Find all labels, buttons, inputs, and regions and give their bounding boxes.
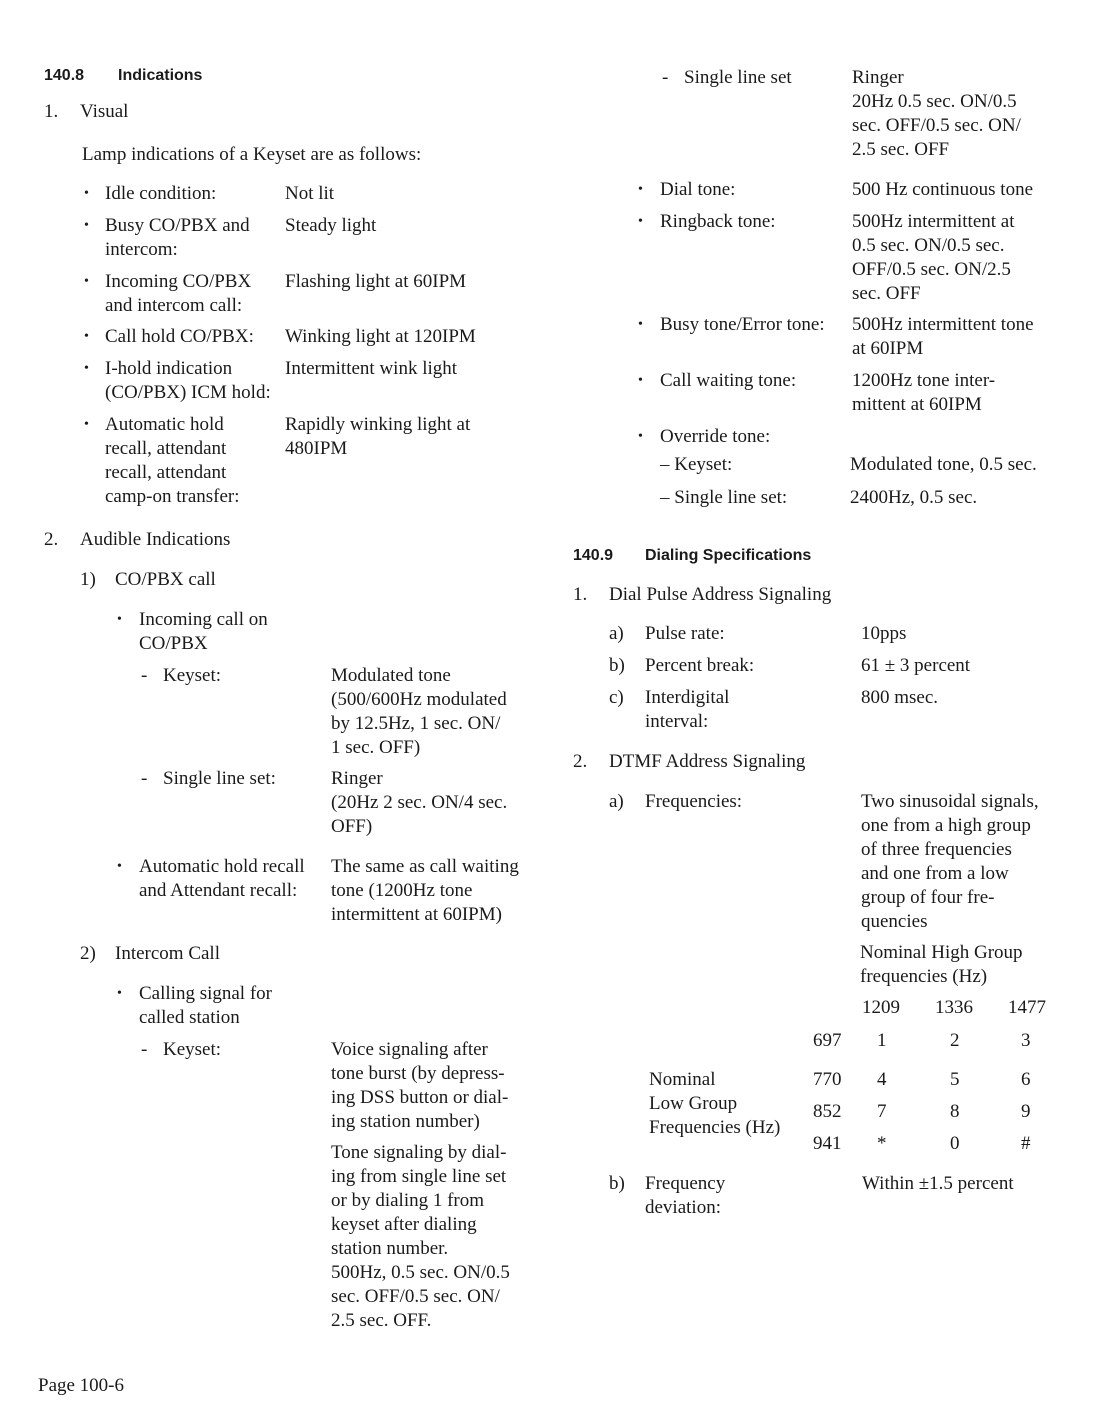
single-line-set-value: OFF): [331, 816, 373, 837]
auto-hold-label: and Attendant recall:: [139, 880, 298, 901]
section-number-140-8: 140.8: [44, 67, 85, 84]
icm-tone-value: 2.5 sec. OFF.: [331, 1310, 432, 1331]
frequencies-label: Frequencies:: [645, 791, 743, 812]
incoming-call-label: CO/PBX: [139, 633, 208, 654]
keyset-value: Modulated tone: [331, 665, 451, 686]
sls-ring-value: 2.5 sec. OFF: [852, 139, 950, 160]
lamp-value: Winking light at 120IPM: [285, 326, 476, 347]
icm-tone-value: keyset after dialing: [331, 1214, 477, 1235]
section-number-140-9: 140.9: [573, 547, 614, 564]
bullet: •: [84, 218, 89, 233]
bullet: •: [117, 986, 122, 1001]
icm-keyset-value: ing DSS button or dial-: [331, 1087, 509, 1108]
frequencies-value: one from a high group: [861, 815, 1031, 836]
lamp-label: intercom:: [105, 239, 178, 260]
ringback-tone-value: sec. OFF: [852, 283, 921, 304]
call-waiting-tone-label: Call waiting tone:: [660, 370, 797, 391]
high-group-title: frequencies (Hz): [860, 966, 988, 987]
bullet: •: [638, 182, 643, 197]
section-title-dialing: Dialing Specifications: [645, 547, 812, 564]
bullet: •: [84, 274, 89, 289]
dial-pulse-number: 1.: [573, 584, 588, 605]
low-group-title: Low Group: [649, 1093, 738, 1114]
bullet: •: [638, 214, 643, 229]
audible-title: Audible Indications: [80, 529, 231, 550]
visual-intro: Lamp indications of a Keyset are as follows:: [82, 144, 422, 165]
interdigital-label: Interdigital: [645, 687, 730, 708]
interdigital-value: 800 msec.: [861, 687, 939, 708]
icm-tone-value: sec. OFF/0.5 sec. ON/: [331, 1286, 500, 1307]
override-keyset-label: – Keyset:: [660, 454, 733, 475]
lamp-label: Idle condition:: [105, 183, 217, 204]
high-freq: 1209: [862, 997, 900, 1018]
dtmf-key: 9: [1021, 1101, 1031, 1122]
bullet: •: [117, 612, 122, 627]
override-tone-label: Override tone:: [660, 426, 771, 447]
dtmf-key: 8: [950, 1101, 960, 1122]
deviation-value: Within ±1.5 percent: [862, 1173, 1014, 1194]
intercom-number: 2): [80, 943, 96, 964]
icm-keyset-value: Voice signaling after: [331, 1039, 488, 1060]
sls-ring-value: 20Hz 0.5 sec. ON/0.5: [852, 91, 1017, 112]
busy-tone-value: 500Hz intermittent tone: [852, 314, 1034, 335]
override-sls-label: – Single line set:: [660, 487, 788, 508]
sls-ring-value: Ringer: [852, 67, 904, 88]
ringback-tone-label: Ringback tone:: [660, 211, 776, 232]
frequencies-value: and one from a low: [861, 863, 1009, 884]
co-pbx-title: CO/PBX call: [115, 569, 216, 590]
dtmf-key: 2: [950, 1030, 960, 1051]
page-number: Page 100-6: [38, 1375, 125, 1396]
single-line-set-value: (20Hz 2 sec. ON/4 sec.: [331, 792, 508, 813]
dtmf-key: 6: [1021, 1069, 1031, 1090]
icm-tone-value: or by dialing 1 from: [331, 1190, 485, 1211]
lamp-label: Call hold CO/PBX:: [105, 326, 254, 347]
deviation-label: Frequency: [645, 1173, 726, 1194]
lamp-value: Intermittent wink light: [285, 358, 458, 379]
high-group-title: Nominal High Group: [860, 942, 1023, 963]
item-key: b): [609, 1173, 625, 1194]
keyset-value: 1 sec. OFF): [331, 737, 421, 758]
audible-number: 2.: [44, 529, 59, 550]
icm-keyset-label: Keyset:: [163, 1039, 222, 1060]
low-freq: 770: [813, 1069, 842, 1090]
icm-tone-value: 500Hz, 0.5 sec. ON/0.5: [331, 1262, 510, 1283]
lamp-value: Not lit: [285, 183, 335, 204]
item-key: a): [609, 623, 624, 644]
bullet: •: [84, 329, 89, 344]
icm-tone-value: ing from single line set: [331, 1166, 507, 1187]
dtmf-key: 7: [877, 1101, 887, 1122]
call-waiting-tone-value: mittent at 60IPM: [852, 394, 982, 415]
visual-title: Visual: [80, 101, 129, 122]
co-pbx-number: 1): [80, 569, 96, 590]
item-key: a): [609, 791, 624, 812]
lamp-label: recall, attendant: [105, 462, 227, 483]
sls-ring-label: Single line set: [684, 67, 792, 88]
low-freq: 941: [813, 1133, 842, 1154]
auto-hold-value: tone (1200Hz tone: [331, 880, 473, 901]
ringback-tone-value: 500Hz intermittent at: [852, 211, 1015, 232]
lamp-label: and intercom call:: [105, 295, 243, 316]
busy-tone-label: Busy tone/Error tone:: [660, 314, 825, 335]
lamp-label: Automatic hold: [105, 414, 224, 435]
pulse-rate-value: 10pps: [861, 623, 907, 644]
dtmf-key: #: [1021, 1133, 1031, 1154]
dash: -: [141, 1039, 148, 1060]
frequencies-value: Two sinusoidal signals,: [861, 791, 1039, 812]
frequencies-value: group of four fre-: [861, 887, 995, 908]
busy-tone-value: at 60IPM: [852, 338, 924, 359]
dtmf-key: 0: [950, 1133, 960, 1154]
calling-signal-label: Calling signal for: [139, 983, 272, 1004]
low-freq: 852: [813, 1101, 842, 1122]
percent-break-value: 61 ± 3 percent: [861, 655, 971, 676]
dash: -: [141, 665, 148, 686]
calling-signal-label: called station: [139, 1007, 240, 1028]
lamp-label: recall, attendant: [105, 438, 227, 459]
frequencies-value: quencies: [861, 911, 928, 932]
override-keyset-value: Modulated tone, 0.5 sec.: [850, 454, 1037, 475]
visual-number: 1.: [44, 101, 59, 122]
intercom-title: Intercom Call: [115, 943, 220, 964]
item-key: c): [609, 687, 624, 708]
sls-ring-value: sec. OFF/0.5 sec. ON/: [852, 115, 1021, 136]
bullet: •: [638, 317, 643, 332]
low-freq: 697: [813, 1030, 842, 1051]
pulse-rate-label: Pulse rate:: [645, 623, 725, 644]
high-freq: 1336: [935, 997, 973, 1018]
lamp-value: Flashing light at 60IPM: [285, 271, 467, 292]
bullet: •: [84, 186, 89, 201]
percent-break-label: Percent break:: [645, 655, 755, 676]
incoming-call-label: Incoming call on: [139, 609, 268, 630]
lamp-value: Steady light: [285, 215, 377, 236]
dtmf-title: DTMF Address Signaling: [609, 751, 806, 772]
auto-hold-value: The same as call waiting: [331, 856, 519, 877]
bullet: •: [638, 429, 643, 444]
lamp-label: (CO/PBX) ICM hold:: [105, 382, 271, 403]
bullet: •: [638, 373, 643, 388]
auto-hold-value: intermittent at 60IPM): [331, 904, 502, 925]
dial-tone-value: 500 Hz continuous tone: [852, 179, 1034, 200]
section-title-indications: Indications: [118, 67, 203, 84]
bullet: •: [84, 417, 89, 432]
interdigital-label: interval:: [645, 711, 709, 732]
dash: -: [141, 768, 148, 789]
keyset-label: Keyset:: [163, 665, 222, 686]
lamp-value: Rapidly winking light at: [285, 414, 471, 435]
lamp-label: Busy CO/PBX and: [105, 215, 250, 236]
dash: -: [662, 67, 669, 88]
bullet: •: [84, 361, 89, 376]
lamp-label: Incoming CO/PBX: [105, 271, 252, 292]
dtmf-number: 2.: [573, 751, 588, 772]
dtmf-key: 5: [950, 1069, 960, 1090]
frequencies-value: of three frequencies: [861, 839, 1012, 860]
lamp-value: 480IPM: [285, 438, 348, 459]
item-key: b): [609, 655, 625, 676]
deviation-label: deviation:: [645, 1197, 721, 1218]
dial-tone-label: Dial tone:: [660, 179, 736, 200]
single-line-set-label: Single line set:: [163, 768, 276, 789]
keyset-value: (500/600Hz modulated: [331, 689, 507, 710]
lamp-label: I-hold indication: [105, 358, 233, 379]
ringback-tone-value: 0.5 sec. ON/0.5 sec.: [852, 235, 1005, 256]
dtmf-key: 1: [877, 1030, 887, 1051]
auto-hold-label: Automatic hold recall: [139, 856, 305, 877]
low-group-title: Nominal: [649, 1069, 716, 1090]
keyset-value: by 12.5Hz, 1 sec. ON/: [331, 713, 501, 734]
icm-keyset-value: tone burst (by depress-: [331, 1063, 505, 1084]
dtmf-key: *: [877, 1133, 887, 1154]
bullet: •: [117, 859, 122, 874]
lamp-label: camp-on transfer:: [105, 486, 240, 507]
dial-pulse-title: Dial Pulse Address Signaling: [609, 584, 832, 605]
icm-tone-value: Tone signaling by dial-: [331, 1142, 507, 1163]
high-freq: 1477: [1008, 997, 1046, 1018]
override-sls-value: 2400Hz, 0.5 sec.: [850, 487, 978, 508]
single-line-set-value: Ringer: [331, 768, 383, 789]
ringback-tone-value: OFF/0.5 sec. ON/2.5: [852, 259, 1011, 280]
icm-keyset-value: ing station number): [331, 1111, 480, 1132]
dtmf-key: 3: [1021, 1030, 1031, 1051]
low-group-title: Frequencies (Hz): [649, 1117, 781, 1138]
icm-tone-value: station number.: [331, 1238, 449, 1259]
call-waiting-tone-value: 1200Hz tone inter-: [852, 370, 996, 391]
dtmf-key: 4: [877, 1069, 887, 1090]
